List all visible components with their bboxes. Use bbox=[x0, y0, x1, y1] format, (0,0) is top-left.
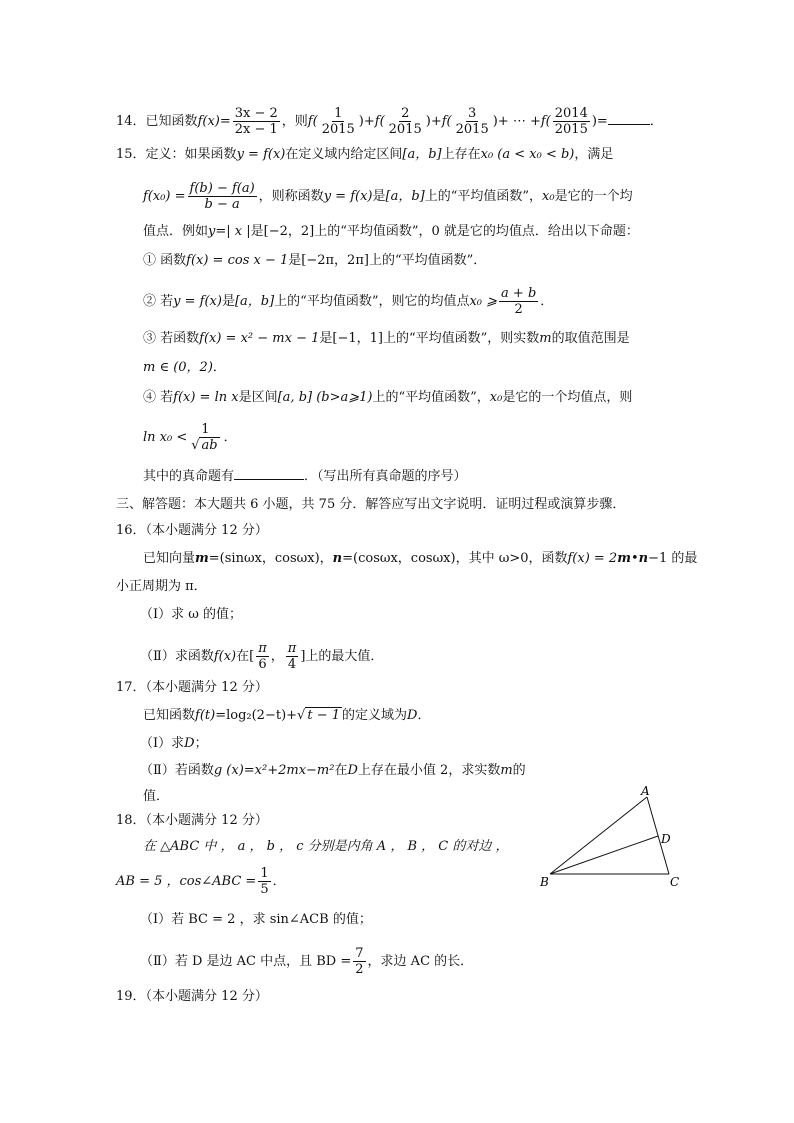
q15-item-4-conclusion: ln x₀ < $\frac{1}{√ ab}$ ． bbox=[143, 422, 237, 453]
q18-part-2: （Ⅱ）若 D 是边 AC 中点，且 BD = $\frac{7}{2}$ ，求边 AC 的长． bbox=[140, 946, 474, 977]
q16-line-1: 已知向量m=(sinωx，cosωx)，n=(cosωx，cosωx)，其中 ω>0，函数f(x) = 2m•n−1 的最 bbox=[143, 551, 698, 566]
q16-line-2: 小正周期为 π． bbox=[116, 579, 207, 594]
q15-item-2-fraction: $\frac{a + b}{2}$ bbox=[501, 286, 537, 317]
q18-bd-fraction: $\frac{7}{2}$ bbox=[355, 946, 364, 977]
q14-text: 已知函数 bbox=[145, 114, 198, 129]
q16-part-2: （Ⅱ）求函数f(x)在[ $\frac{\pi}{6}$ ， $\frac{\pi}{4}$ ]上的最大值． bbox=[140, 641, 384, 672]
q15-item-2: ② 若y = f(x)是[a，b]上的“平均值函数”，则它的均值点x₀ ⩾ $\frac{a + b}{2}$ ． bbox=[143, 286, 554, 317]
q16-pi-over-4: $\frac{\pi}{4}$ bbox=[287, 641, 297, 672]
q15-item-4-fraction: $\frac{1}{√ ab}$ bbox=[191, 422, 218, 453]
q15-number: 15． bbox=[116, 147, 146, 162]
q18-line-1: 在 △ABC 中 ， a ， b ， c 分别是内角 A ， B ， C 的对边 ， bbox=[143, 839, 509, 854]
label-d: D bbox=[661, 832, 671, 846]
q14-line: 14．已知函数f(x)= $\frac{3x - 2}{2x - 1}$ ，则f( $\frac{1}{2015}$ )+f( $\frac{2}{2015}$ )+f( $\frac{3}{2015}$ )+ ⋯ +f( $\frac{2014}{2015}$ )= ． bbox=[116, 106, 663, 137]
q14-fx: f(x)= bbox=[197, 114, 231, 129]
q16-heading: 16．（本小题满分 12 分） bbox=[116, 523, 268, 538]
label-a: A bbox=[641, 785, 650, 798]
q15-line-2: f(x₀) = $\frac{f(b) - f(a)}{b - a}$ ，则称函数y = f(x)是[a，b]上的“平均值函数”，x₀是它的一个均 bbox=[143, 181, 633, 212]
q14-number: 14． bbox=[116, 114, 146, 129]
side-ab bbox=[550, 797, 647, 874]
q18-part-1: （Ⅰ）若 BC = 2 ，求 sin∠ACB 的值； bbox=[140, 912, 372, 927]
q15-mean-value-fraction: $\frac{f(b) - f(a)}{b - a}$ bbox=[189, 181, 255, 212]
q19-heading: 19．（本小题满分 12 分） bbox=[116, 989, 268, 1004]
q14-term-4: $\frac{2014}{2015}$ bbox=[554, 106, 588, 137]
q16-pi-over-6: $\frac{\pi}{6}$ bbox=[258, 641, 267, 672]
q14-answer-blank bbox=[608, 112, 650, 125]
q17-part-1: （Ⅰ）求D； bbox=[140, 736, 208, 751]
q17-heading: 17．（本小题满分 12 分） bbox=[116, 680, 268, 695]
q15-item-1: ① 函数f(x) = cos x − 1是[−2π，2π]上的“平均值函数”． bbox=[143, 253, 487, 268]
q14-term-1: $\frac{1}{2015}$ bbox=[321, 106, 355, 137]
q15-tail: 其中的真命题有 ．（写出所有真命题的序号） bbox=[143, 469, 467, 484]
section-3-heading: 三、解答题：本大题共 6 小题，共 75 分．解答应写出文字说明．证明过程或演算步骤． bbox=[116, 497, 626, 512]
q16-part-1: （Ⅰ）求 ω 的值； bbox=[140, 607, 243, 622]
q14-term-3: $\frac{3}{2015}$ bbox=[455, 106, 489, 137]
q18-line-2: AB = 5 ，cos∠ABC = $\frac{1}{5}$ ． bbox=[116, 866, 286, 897]
q15-item-3-range: m ∈ (0，2)． bbox=[143, 360, 226, 375]
q15-item-4: ④ 若f(x) = ln x是区间[a, b] (b>a⩾1)上的“平均值函数”，x₀是它的一个均值点，则 bbox=[143, 390, 633, 405]
q15-answer-blank bbox=[234, 467, 304, 480]
q15-line-1: 15．定义：如果函数y = f(x)在定义域内给定区间[a，b]上存在x₀ (a < x₀ < b)，满足 bbox=[116, 147, 614, 162]
q14-fraction: $\frac{3x - 2}{2x - 1}$ bbox=[234, 106, 278, 137]
q18-heading: 18．（本小题满分 12 分） bbox=[116, 813, 268, 828]
q15-item-3: ③ 若函数f(x) = x² − mx − 1是[−1，1]上的“平均值函数”，则实数m的取值范围是 bbox=[143, 331, 630, 346]
triangle-figure bbox=[535, 785, 695, 895]
q14-term-2: $\frac{2}{2015}$ bbox=[388, 106, 422, 137]
label-b: B bbox=[540, 875, 549, 889]
median-bd bbox=[550, 836, 658, 874]
q17-line-1: 已知函数f(t)=log₂(2−t)+√ t − 1 的定义域为D． bbox=[143, 708, 431, 723]
q17-part-2: （Ⅱ）若函数g (x)=x²+2mx−m²在D上存在最小值 2，求实数m的 bbox=[140, 763, 526, 778]
q15-line-3: 值点．例如y=| x |是[−2，2]上的“平均值函数”，0 就是它的均值点．给出以下命题： bbox=[143, 224, 639, 239]
label-c: C bbox=[670, 875, 680, 889]
q18-cos-fraction: $\frac{1}{5}$ bbox=[260, 866, 269, 897]
q17-line-4: 值． bbox=[143, 789, 170, 804]
